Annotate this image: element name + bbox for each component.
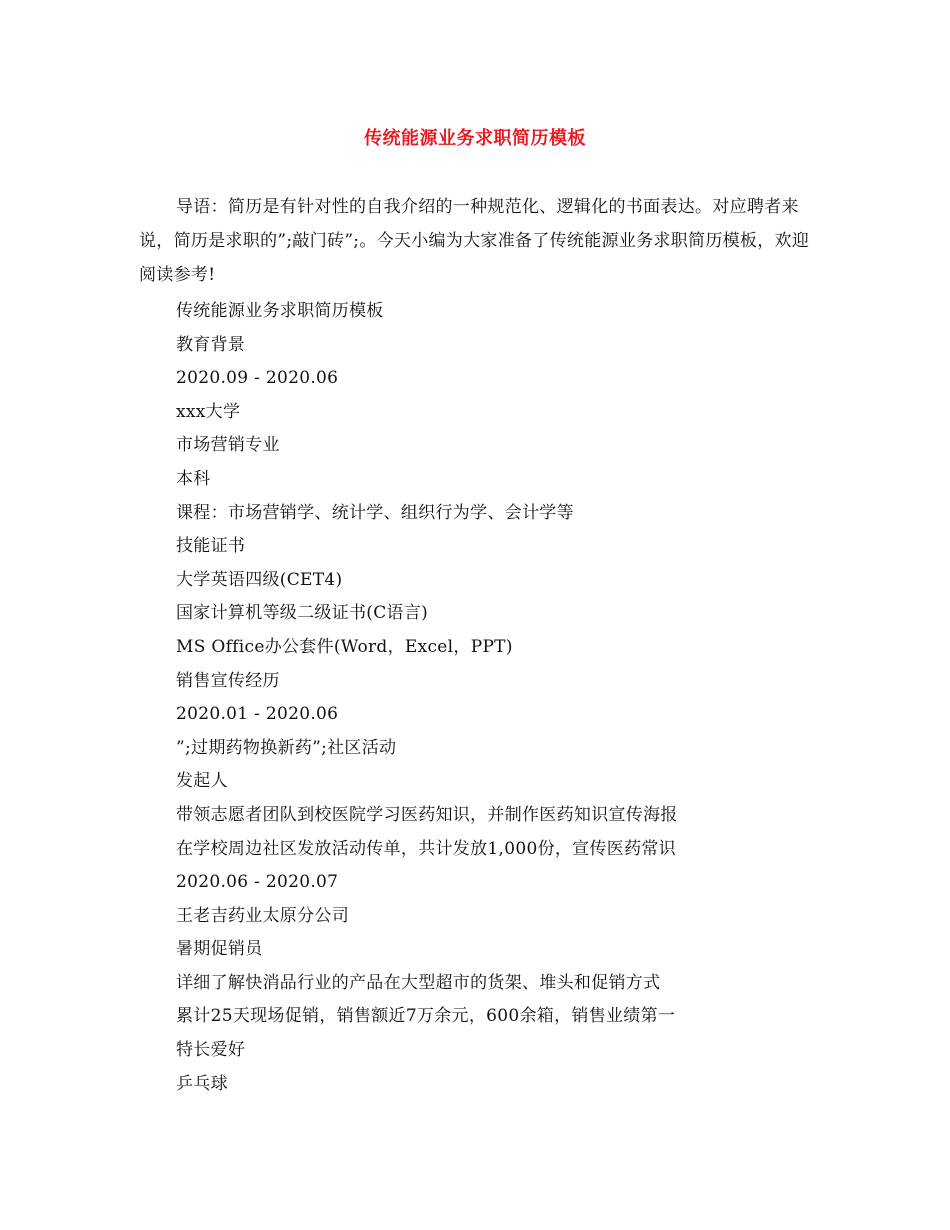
resume-line: 大学英语四级(CET4) bbox=[176, 569, 343, 590]
resume-line: 市场营销专业 bbox=[176, 435, 280, 456]
intro-paragraph: 导语：简历是有针对性的自我介绍的一种规范化、逻辑化的书面表达。对应聘者来说，简历是求职的”;敲门砖”;。今天小编为大家准备了传统能源业务求职简历模板，欢迎阅读参考! bbox=[139, 197, 810, 285]
resume-line: 2020.06 - 2020.07 bbox=[176, 872, 339, 893]
document-title: 传统能源业务求职简历模板 bbox=[364, 128, 586, 149]
resume-lines bbox=[176, 295, 678, 1101]
resume-line: ”;过期药物换新药”;社区活动 bbox=[176, 737, 397, 758]
resume-line: 传统能源业务求职简历模板 bbox=[176, 301, 384, 321]
resume-line: 课程：市场营销学、统计学、组织行为学、会计学等 bbox=[176, 502, 574, 523]
resume-line: 销售宣传经历 bbox=[176, 670, 280, 691]
resume-line: MS Office办公套件(Word，Excel，PPT) bbox=[176, 636, 513, 657]
resume-line: 2020.09 - 2020.06 bbox=[176, 368, 339, 389]
resume-line: 发起人 bbox=[176, 771, 228, 792]
resume-line: 2020.01 - 2020.06 bbox=[176, 704, 339, 725]
resume-line: 本科 bbox=[176, 468, 211, 489]
resume-line: 国家计算机等级二级证书(C语言) bbox=[176, 603, 429, 624]
resume-line: 教育背景 bbox=[176, 334, 246, 355]
resume-line: 详细了解快消品行业的产品在大型超市的货架、堆头和促销方式 bbox=[176, 972, 661, 993]
resume-line: 王老吉药业太原分公司 bbox=[176, 905, 349, 926]
resume-line: 暑期促销员 bbox=[176, 939, 263, 960]
resume-line: 特长爱好 bbox=[176, 1040, 246, 1061]
resume-line: 带领志愿者团队到校医院学习医药知识，并制作医药知识宣传海报 bbox=[176, 804, 678, 825]
resume-line: 在学校周边社区发放活动传单，共计发放1,000份，宣传医药常识 bbox=[176, 838, 676, 859]
resume-line: 技能证书 bbox=[176, 536, 246, 557]
resume-line: xxx大学 bbox=[176, 401, 241, 422]
resume-line: 乒乓球 bbox=[176, 1073, 228, 1094]
resume-line: 累计25天现场促销，销售额近7万余元，600余箱，销售业绩第一 bbox=[176, 1006, 676, 1027]
